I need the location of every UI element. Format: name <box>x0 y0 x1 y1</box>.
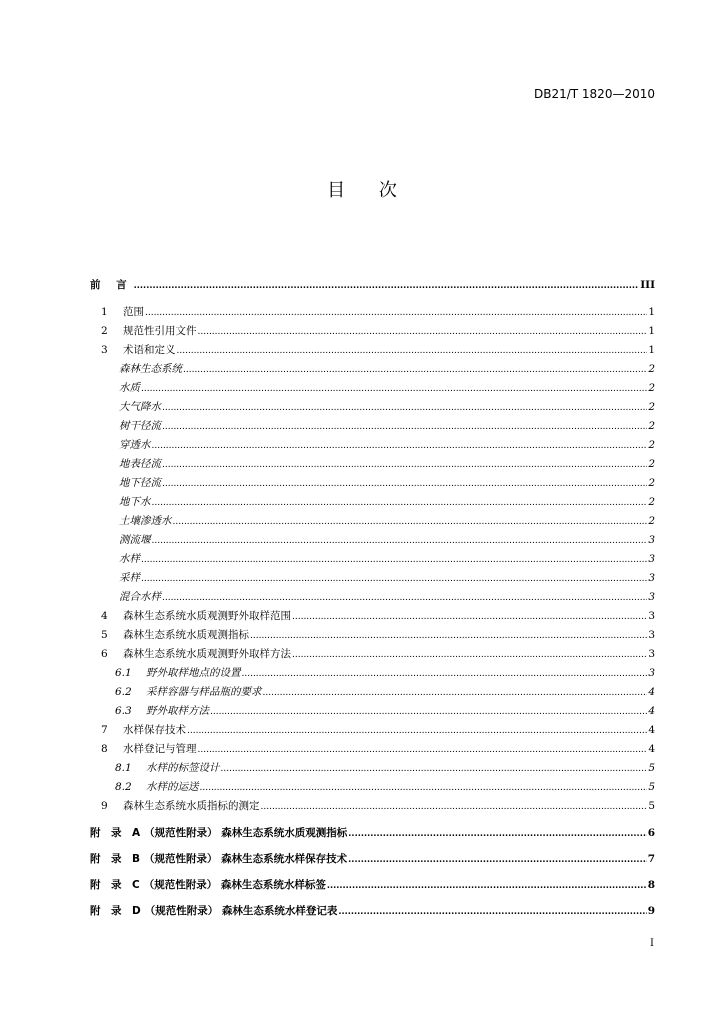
toc-entry-label: （规范性附录） 森林生态系统水样登记表 <box>144 905 338 917</box>
toc-entry-number: 6.2 <box>115 686 132 698</box>
toc-entry-page: 3 <box>648 629 655 641</box>
toc-dot-leader <box>141 571 647 586</box>
toc-entry[interactable] <box>101 324 655 339</box>
toc-entry-page: 4 <box>648 724 655 736</box>
toc-entry-label: 测流堰 <box>119 534 151 546</box>
toc-entry-number: 前 言 <box>90 279 133 291</box>
toc-entry-number: 8.2 <box>115 781 132 793</box>
toc-entry-label: 地下水 <box>119 496 151 508</box>
toc-dot-leader <box>162 419 647 434</box>
toc-entry[interactable] <box>101 609 655 624</box>
toc-dot-leader <box>250 628 647 643</box>
toc-entry-number: 6 <box>101 648 108 660</box>
toc-entry-label: 水样登记与管理 <box>123 743 197 755</box>
toc-entry[interactable] <box>101 343 655 358</box>
toc-entry[interactable] <box>119 571 655 586</box>
toc-entry-label: 森林生态系统水质观测野外取样方法 <box>123 648 291 660</box>
toc-entry-page: 3 <box>648 534 655 546</box>
toc-entry[interactable] <box>101 647 655 662</box>
toc-entry[interactable] <box>115 685 655 700</box>
toc-entry-page: 3 <box>648 667 655 679</box>
toc-entry-label: （规范性附录） 森林生态系统水样标签 <box>143 879 326 891</box>
toc-entry[interactable] <box>101 305 655 320</box>
toc-entry[interactable] <box>115 761 655 776</box>
toc-dot-leader <box>221 761 648 776</box>
toc-entry-page: 4 <box>648 743 655 755</box>
toc-entry-label: 森林生态系统水质观测野外取样范围 <box>123 610 291 622</box>
toc-entry[interactable] <box>119 362 655 377</box>
toc-entry-page: 2 <box>648 439 655 451</box>
toc-entry-label: 野外取样方法 <box>146 705 209 717</box>
toc-entry[interactable] <box>90 852 655 867</box>
toc-dot-leader <box>152 438 648 453</box>
toc-dot-leader <box>134 278 640 293</box>
toc-entry-label: 森林生态系统水质观测指标 <box>123 629 249 641</box>
toc-entry-page: 9 <box>647 905 655 917</box>
toc-entry[interactable] <box>115 704 655 719</box>
toc-entry-label: （规范性附录） 森林生态系统水质观测指标 <box>144 827 348 839</box>
toc-entry[interactable] <box>119 495 655 510</box>
toc-entry-page: 1 <box>648 325 655 337</box>
toc-entry-page: 3 <box>648 610 655 622</box>
toc-entry-number: 7 <box>101 724 108 736</box>
toc-dot-leader <box>173 514 648 529</box>
toc-dot-leader <box>152 495 648 510</box>
toc-dot-leader <box>162 457 647 472</box>
toc-entry-label: 地下径流 <box>119 477 161 489</box>
toc-dot-leader <box>292 609 647 624</box>
toc-entry[interactable] <box>119 476 655 491</box>
toc-entry-page: 2 <box>648 382 655 394</box>
toc-dot-leader <box>263 685 648 700</box>
toc-entry-label: 水样的运送 <box>146 781 199 793</box>
toc-dot-leader <box>177 343 648 358</box>
toc-entry[interactable] <box>119 514 655 529</box>
toc-entry-page: 2 <box>648 363 655 375</box>
toc-entry-page: 6 <box>647 827 655 839</box>
toc-entry-page: 5 <box>648 762 655 774</box>
toc-entry-page: 1 <box>648 306 655 318</box>
toc-entry-page: 2 <box>648 458 655 470</box>
toc-dot-leader <box>162 476 647 491</box>
toc-entry-number: 6.1 <box>115 667 132 679</box>
toc-entry-number: 附 录 D <box>90 905 141 917</box>
toc-entry-label: 水样的标签设计 <box>146 762 220 774</box>
toc-entry-number: 6.3 <box>115 705 132 717</box>
toc-entry[interactable] <box>90 878 655 893</box>
page-number: I <box>650 938 654 949</box>
toc-entry-label: 地表径流 <box>119 458 161 470</box>
toc-entry[interactable] <box>119 400 655 415</box>
toc-entry[interactable] <box>90 278 655 293</box>
toc-entry-label: 大气降水 <box>119 401 161 413</box>
toc-dot-leader <box>327 878 647 893</box>
toc-entry-page: 5 <box>648 781 655 793</box>
toc-entry-page: 3 <box>648 591 655 603</box>
toc-entry-page: 4 <box>648 705 655 717</box>
toc-entry-page: 7 <box>647 853 655 865</box>
toc-entry-number: 8.1 <box>115 762 132 774</box>
toc-entry[interactable] <box>119 590 655 605</box>
toc-dot-leader <box>162 590 647 605</box>
toc-entry-page: 4 <box>648 686 655 698</box>
toc-entry-page: 3 <box>648 572 655 584</box>
toc-entry[interactable] <box>115 780 655 795</box>
toc-entry-page: III <box>640 279 655 291</box>
toc-entry-page: 3 <box>648 648 655 660</box>
toc-entry-label: 土壤渗透水 <box>119 515 172 527</box>
toc-entry-label: 森林生态系统 <box>119 363 182 375</box>
toc-dot-leader <box>338 904 646 919</box>
toc-dot-leader <box>210 704 647 719</box>
toc-entry-label: 水样保存技术 <box>123 724 186 736</box>
toc-entry-label: 范围 <box>123 306 144 318</box>
toc-entry[interactable] <box>119 419 655 434</box>
toc-entry-label: 野外取样地点的设置 <box>146 667 241 679</box>
toc-entry-number: 3 <box>101 344 108 356</box>
toc-entry-page: 2 <box>648 515 655 527</box>
toc-dot-leader <box>348 826 646 841</box>
toc-entry-page: 2 <box>648 496 655 508</box>
toc-entry[interactable] <box>90 826 655 841</box>
toc-entry[interactable] <box>119 533 655 548</box>
toc-entry-page: 5 <box>648 800 655 812</box>
toc-entry-label: （规范性附录） 森林生态系统水样保存技术 <box>144 853 348 865</box>
toc-entry[interactable] <box>90 904 655 919</box>
toc-entry[interactable] <box>119 552 655 567</box>
toc-dot-leader <box>187 723 647 738</box>
toc-entry-page: 2 <box>648 477 655 489</box>
toc-entry-label: 规范性引用文件 <box>123 325 197 337</box>
toc-entry-label: 水样 <box>119 553 140 565</box>
toc-entry-page: 2 <box>648 420 655 432</box>
toc-dot-leader <box>198 742 648 757</box>
toc-entry-label: 混合水样 <box>119 591 161 603</box>
toc-dot-leader <box>292 647 647 662</box>
toc-dot-leader <box>200 780 648 795</box>
toc-entry[interactable] <box>101 723 655 738</box>
page-title: 目 次 <box>327 180 411 201</box>
toc-entry-number: 2 <box>101 325 108 337</box>
toc-dot-leader <box>348 852 647 867</box>
document-code: DB21/T 1820—2010 <box>533 87 655 101</box>
toc-entry-number: 附 录 B <box>90 853 141 865</box>
toc-dot-leader <box>152 533 648 548</box>
toc-entry[interactable] <box>101 742 655 757</box>
toc-entry[interactable] <box>119 457 655 472</box>
toc-entry[interactable] <box>119 381 655 396</box>
toc-entry[interactable] <box>101 628 655 643</box>
toc-entry-label: 采样容器与样品瓶的要求 <box>146 686 262 698</box>
toc-dot-leader <box>141 552 647 567</box>
toc-entry-number: 4 <box>101 610 108 622</box>
toc-entry-page: 8 <box>647 879 655 891</box>
toc-entry-page: 3 <box>648 553 655 565</box>
toc-dot-leader <box>261 799 648 814</box>
toc-entry-number: 5 <box>101 629 108 641</box>
toc-entry[interactable] <box>101 799 655 814</box>
toc-dot-leader <box>141 381 647 396</box>
toc-entry[interactable] <box>115 666 655 681</box>
toc-entry-number: 附 录 A <box>90 827 141 839</box>
toc-entry-label: 树干径流 <box>119 420 161 432</box>
toc-entry-label: 采样 <box>119 572 140 584</box>
toc-dot-leader <box>162 400 647 415</box>
toc-dot-leader <box>242 666 648 681</box>
toc-dot-leader <box>183 362 647 377</box>
toc-entry-label: 术语和定义 <box>123 344 176 356</box>
toc-dot-leader <box>198 324 648 339</box>
toc-entry-label: 穿透水 <box>119 439 151 451</box>
toc-entry-number: 9 <box>101 800 108 812</box>
toc-dot-leader <box>145 305 647 320</box>
toc-entry-page: 1 <box>648 344 655 356</box>
toc-entry-number: 8 <box>101 743 108 755</box>
toc-entry-label: 森林生态系统水质指标的测定 <box>123 800 260 812</box>
toc-entry-label: 水质 <box>119 382 140 394</box>
toc-entry-page: 2 <box>648 401 655 413</box>
toc-entry-number: 1 <box>101 306 108 318</box>
toc-entry-number: 附 录 C <box>90 879 140 891</box>
toc-entry[interactable] <box>119 438 655 453</box>
